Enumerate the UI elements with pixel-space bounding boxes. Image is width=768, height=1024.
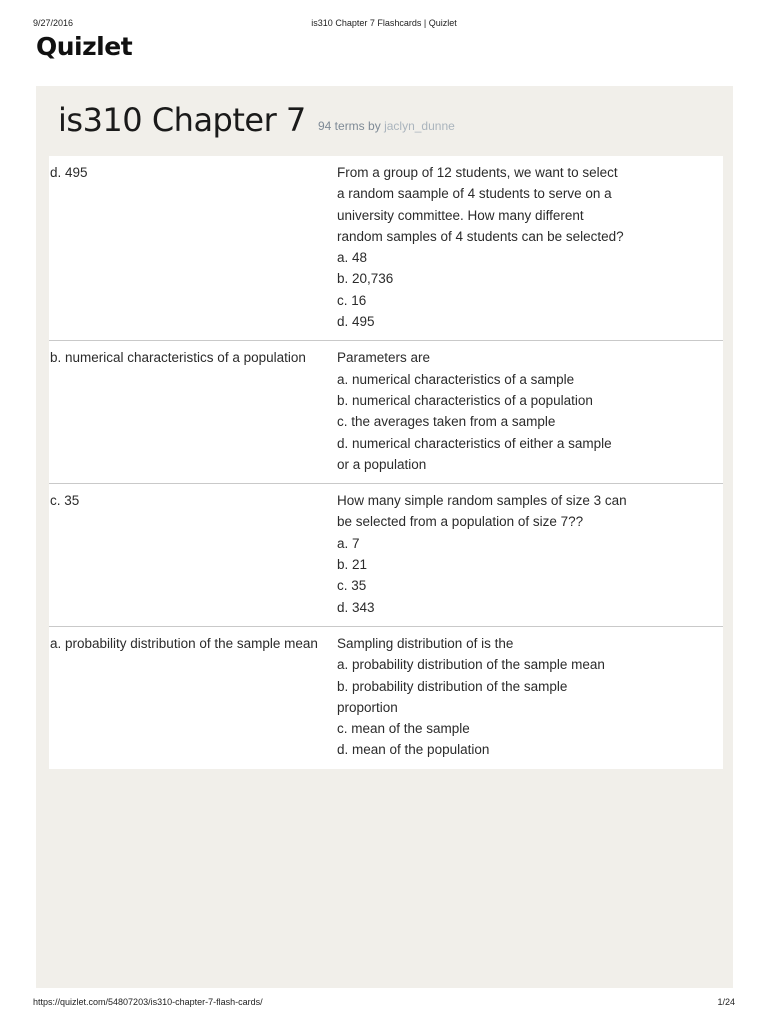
card-term: c. 35: [50, 493, 80, 509]
by-label: by: [368, 119, 381, 133]
author-link[interactable]: jaclyn_dunne: [384, 119, 455, 133]
print-footer: [33, 997, 735, 1009]
set-header: [36, 86, 733, 156]
card-term: b. numerical characteristics of a population: [50, 350, 306, 366]
card-row: [49, 156, 723, 341]
print-date: 9/27/2016: [33, 18, 74, 28]
print-document-title: is310 Chapter 7 Flashcards | Quizlet: [311, 18, 457, 28]
card-definition: Parameters are a. numerical characteristics of a sample b. numerical characteristics of a population c. the averages taken from a sample d. numerical characteristics of either a sample or a population: [337, 350, 612, 472]
flashcard-set-sheet: [36, 86, 733, 988]
card-row: [49, 627, 723, 769]
print-header: [33, 18, 735, 32]
card-list: [49, 156, 723, 769]
set-title: is310 Chapter 7: [58, 101, 306, 139]
print-url: https://quizlet.com/54807203/is310-chapter-7-flash-cards/: [33, 997, 263, 1007]
card-definition: From a group of 12 students, we want to select a random saample of 4 students to serve on a university committee. How many different random samples of 4 students can be selected?a. 48 b. 20,736 c. 16 d. 495: [337, 165, 624, 330]
card-row: [49, 341, 723, 484]
card-term: a. probability distribution of the sample mean: [50, 635, 318, 651]
card-definition: How many simple random samples of size 3 can be selected from a population of size 7?? a. 7 b. 21 c. 35 d. 343: [337, 493, 627, 615]
quizlet-logo[interactable]: Quizlet: [36, 32, 133, 61]
card-definition: Sampling distribution of is the a. probability distribution of the sample mean b. probability distribution of the sample proportion c. mean of the sample d. mean of the population: [337, 635, 605, 758]
card-row: [49, 484, 723, 627]
card-term: d. 495: [50, 165, 88, 180]
page-number: 1/24: [717, 997, 735, 1007]
terms-count: 94 terms: [318, 119, 365, 133]
set-meta: [318, 119, 455, 133]
